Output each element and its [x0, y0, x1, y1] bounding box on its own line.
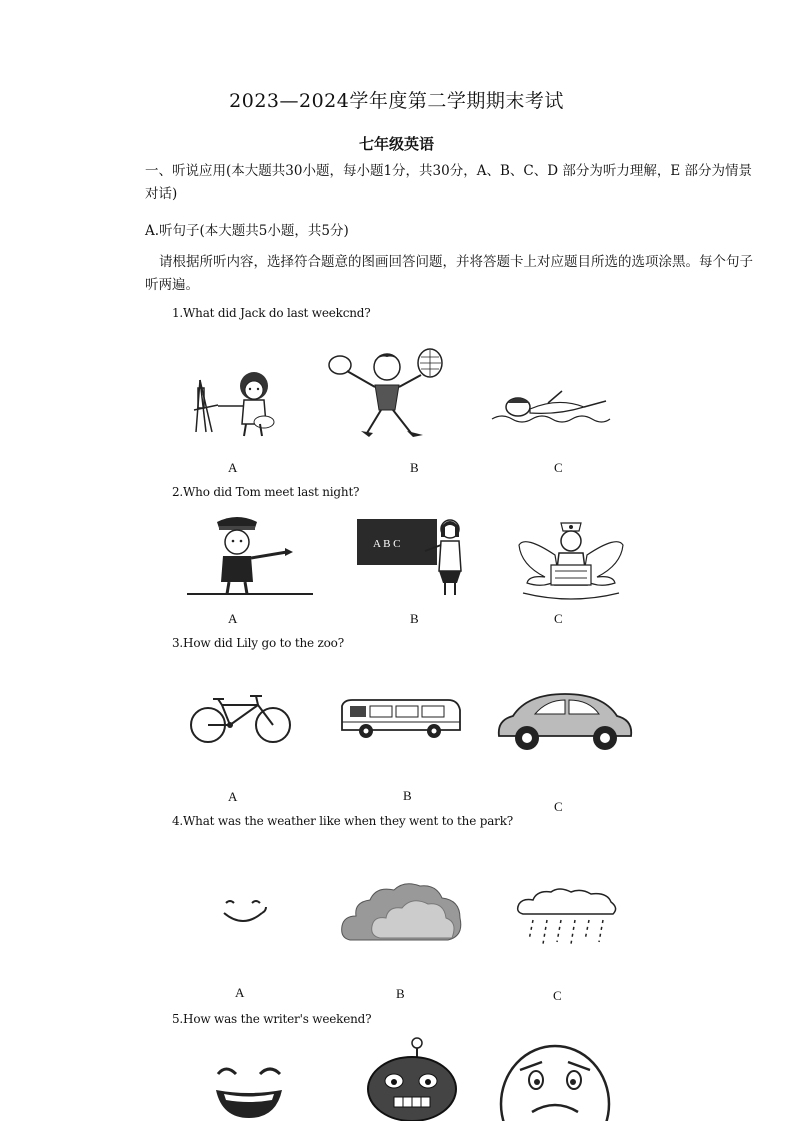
question-1: 1.What did Jack do last weekcnd?	[172, 306, 371, 320]
q3-option-b[interactable]: B	[403, 788, 412, 803]
question-2: 2.Who did Tom meet last night?	[172, 485, 360, 499]
worried-face-icon	[498, 1044, 613, 1121]
van-icon	[338, 698, 463, 740]
instruction-text: 请根据所听内容，选择符合题意的图画回答问题，并将答题卡上对应题目所选的选项涂黑。每个句子听两遍。	[145, 254, 753, 293]
swimmer-icon	[488, 385, 613, 430]
question-5: 5.How was the writer's weekend?	[172, 1012, 372, 1026]
q2-option-b[interactable]: B	[410, 611, 419, 626]
laughing-face-icon	[210, 1062, 288, 1118]
exam-subtitle: 七年级英语	[358, 135, 434, 153]
painting-boy-icon	[188, 360, 288, 440]
q3-option-a[interactable]: A	[228, 789, 238, 804]
part-a-title: A.听句子(本大题共5小题，共5分)	[145, 223, 349, 239]
q1-option-a[interactable]: A	[228, 460, 238, 475]
q4-option-c[interactable]: C	[553, 988, 562, 1003]
section-heading: 一、听说应用(本大题共30小题，每小题1分，共30分，A、B、C、D 部分为听力理解，E 部分为情景对话)	[145, 163, 752, 202]
smiling-sun-icon	[218, 897, 270, 927]
exam-title: 2023—2024学年度第二学期期末考试	[229, 90, 564, 112]
car-icon	[495, 692, 635, 752]
teacher-icon	[355, 515, 467, 597]
cloudy-icon	[340, 880, 465, 950]
police-officer-icon	[185, 512, 315, 597]
q1-option-c[interactable]: C	[554, 460, 563, 475]
blackboard-text: A B C	[373, 538, 401, 550]
q2-option-c[interactable]: C	[554, 611, 563, 626]
nurse-angel-icon	[515, 515, 627, 603]
q2-option-a[interactable]: A	[228, 611, 238, 626]
q3-option-c[interactable]: C	[554, 799, 563, 814]
stressed-face-icon	[362, 1035, 462, 1121]
question-4: 4.What was the weather like when they went to the park?	[172, 814, 513, 828]
rainy-icon	[515, 888, 620, 946]
question-3: 3.How did Lily go to the zoo?	[172, 636, 344, 650]
tennis-player-icon	[325, 345, 450, 440]
q4-option-a[interactable]: A	[235, 985, 245, 1000]
q1-option-b[interactable]: B	[410, 460, 419, 475]
q4-option-b[interactable]: B	[396, 986, 405, 1001]
bicycle-icon	[188, 693, 293, 745]
